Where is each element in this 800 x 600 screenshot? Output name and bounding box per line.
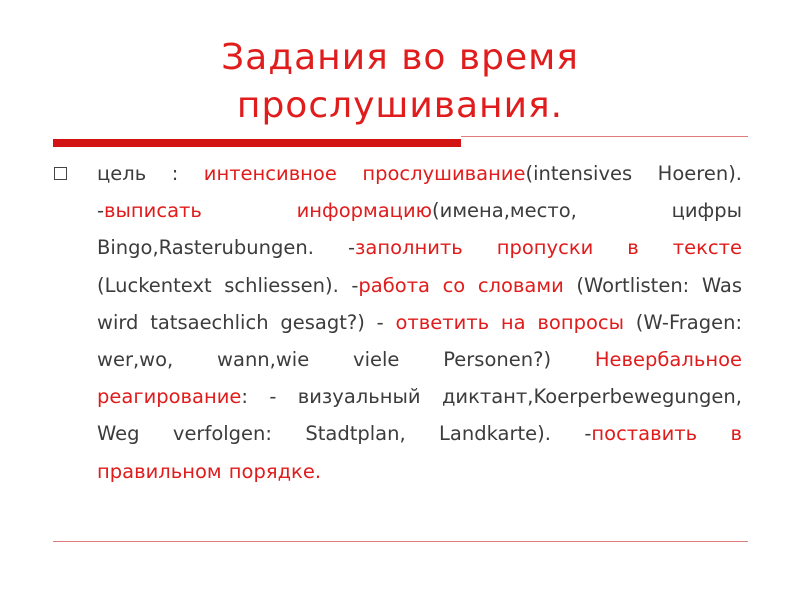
highlighted-segment: заполнить пропуски в тексте [355,236,742,260]
highlighted-segment: поставить в правильном порядке. [97,422,742,483]
title-line-1: Задания во время [221,37,579,78]
bottom-divider [53,541,748,542]
highlighted-segment: Невербальное реагирование [97,348,742,409]
text-segment: цель : [97,162,204,185]
bullet-paragraph [97,155,742,490]
text-segment: (Wortlisten: Was wird tatsaechlich gesagt?) - [97,273,742,334]
highlighted-segment: работа со словами [358,273,564,297]
highlighted-segment: ответить на вопросы [395,310,625,334]
text-segment: (имена,место, цифры Bingo,Rasterubungen. - [97,199,742,260]
highlighted-segment: выписать информацию [104,199,433,223]
text-segment: (Luckentext schliessen). - [97,273,359,297]
title-underline-thick [53,139,461,147]
hollow-square-bullet-icon [54,167,67,180]
title-line-2: прослушивания. [236,85,564,126]
text-segment: : - визуальный диктант,Koerperbewegungen, Weg verfolgen: Stadtplan, Landkarte). - [97,385,742,446]
text-segment: (W-Fragen: wer,wo, wann,wie viele Personen?) [97,310,743,372]
slide-title [100,34,700,130]
title-underline-thin [461,136,748,137]
highlighted-segment: интенсивное прослушивание [203,162,526,185]
text-segment: (intensives Hoeren). - [97,162,743,223]
